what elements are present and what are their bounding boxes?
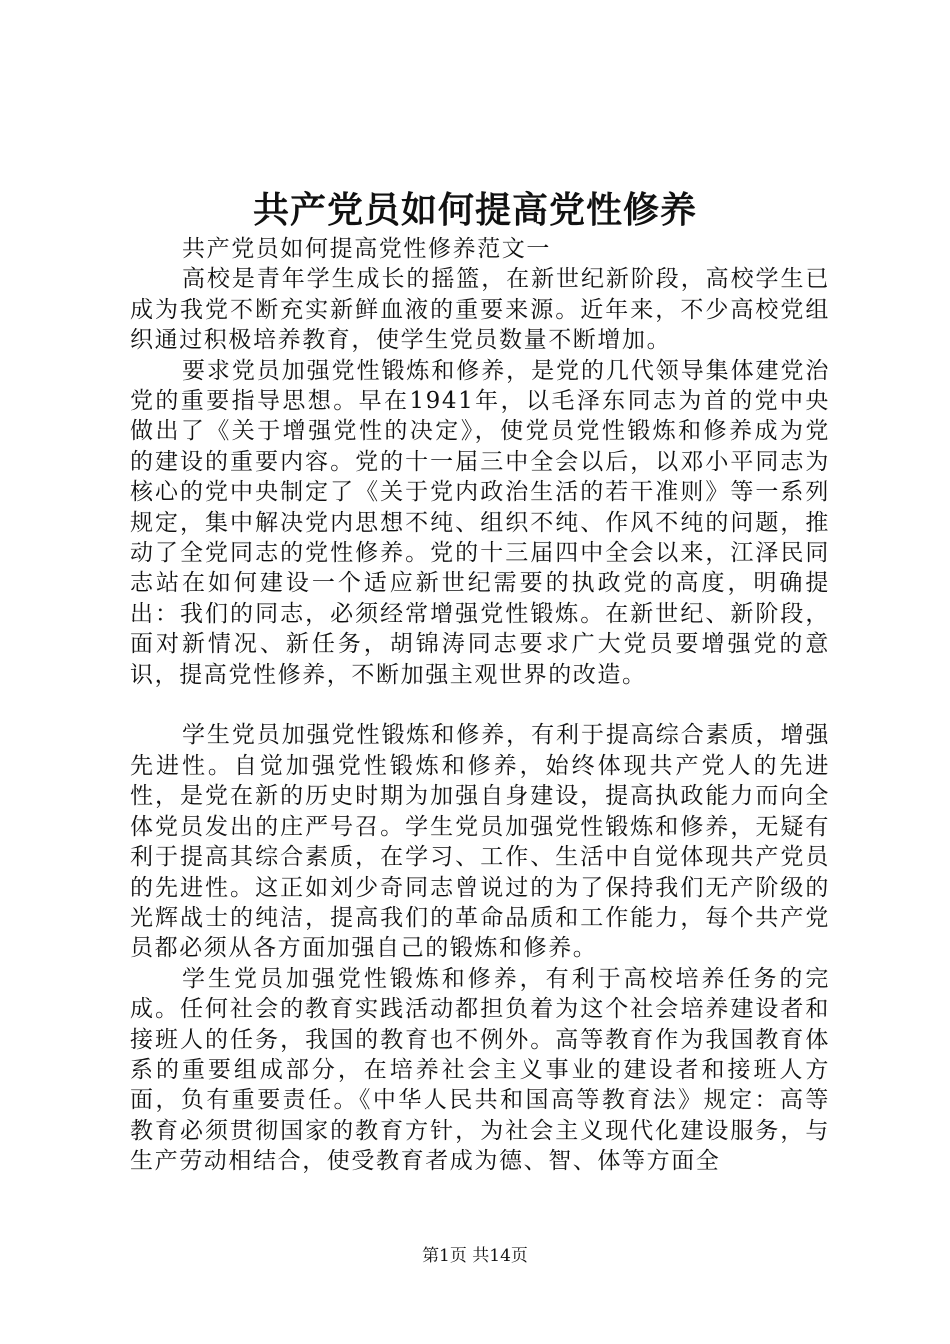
page-footer: 第1页 共14页 — [422, 1246, 528, 1266]
paragraph: 学生党员加强党性锻炼和修养，有利于高校培养任务的完成。任何社会的教育实践活动都担负着为这个社会培养建设者和接班人的任务，我国的教育也不例外。高等教育作为我国教育体系的重要组成部分，在培养社会主义事业的建设者和接班人方面，负有重要责任。《中华人民共和国高等教育法》规定：高等教育必须贯彻国家的教育方针，为社会主义现代化建设服务，与生产劳动相结合，使受教育者成为德、智、体等方面全 — [130, 965, 830, 1175]
paragraph-spacer — [130, 690, 830, 720]
paragraph: 要求党员加强党性锻炼和修养，是党的几代领导集体建党治党的重要指导思想。早在1941年，以毛泽东同志为首的党中央做出了《关于增强党性的决定》，使党员党性锻炼和修养成为党的建设的重要内容。党的十一届三中全会以后，以邓小平同志为核心的党中央制定了《关于党内政治生活的若干准则》等一系列规定，集中解决党内思想不纯、组织不纯、作风不纯的问题，推动了全党同志的党性修养。党的十三届四中全会以来，江泽民同志站在如何建设一个适应新世纪需要的执政党的高度，明确提出：我们的同志，必须经常增强党性锻炼。在新世纪、新阶段，面对新情况、新任务，胡锦涛同志要求广大党员要增强党的意识，提高党性修养，不断加强主观世界的改造。 — [130, 357, 830, 688]
paragraph: 高校是青年学生成长的摇篮，在新世纪新阶段，高校学生已成为我党不断充实新鲜血液的重要来源。近年来，不少高校党组织通过积极培养教育，使学生党员数量不断增加。 — [130, 266, 830, 354]
document-title: 共产党员如何提高党性修养 — [252, 189, 697, 231]
document-body — [130, 234, 830, 1177]
paragraph-subtitle: 共产党员如何提高党性修养范文一 — [182, 236, 551, 262]
paragraph: 学生党员加强党性锻炼和修养，有利于提高综合素质，增强先进性。自觉加强党性锻炼和修养，始终体现共产党人的先进性，是党在新的历史时期为加强自身建设，提高执政能力而向全体党员发出的庄严号召。学生党员加强党性锻炼和修养，无疑有利于提高其综合素质，在学习、工作、生活中自觉体现共产党员的先进性。这正如刘少奇同志曾说过的为了保持我们无产阶级的光辉战士的纯洁，提高我们的革命品质和工作能力，每个共产党员都必须从各方面加强自己的锻炼和修养。 — [130, 722, 830, 962]
